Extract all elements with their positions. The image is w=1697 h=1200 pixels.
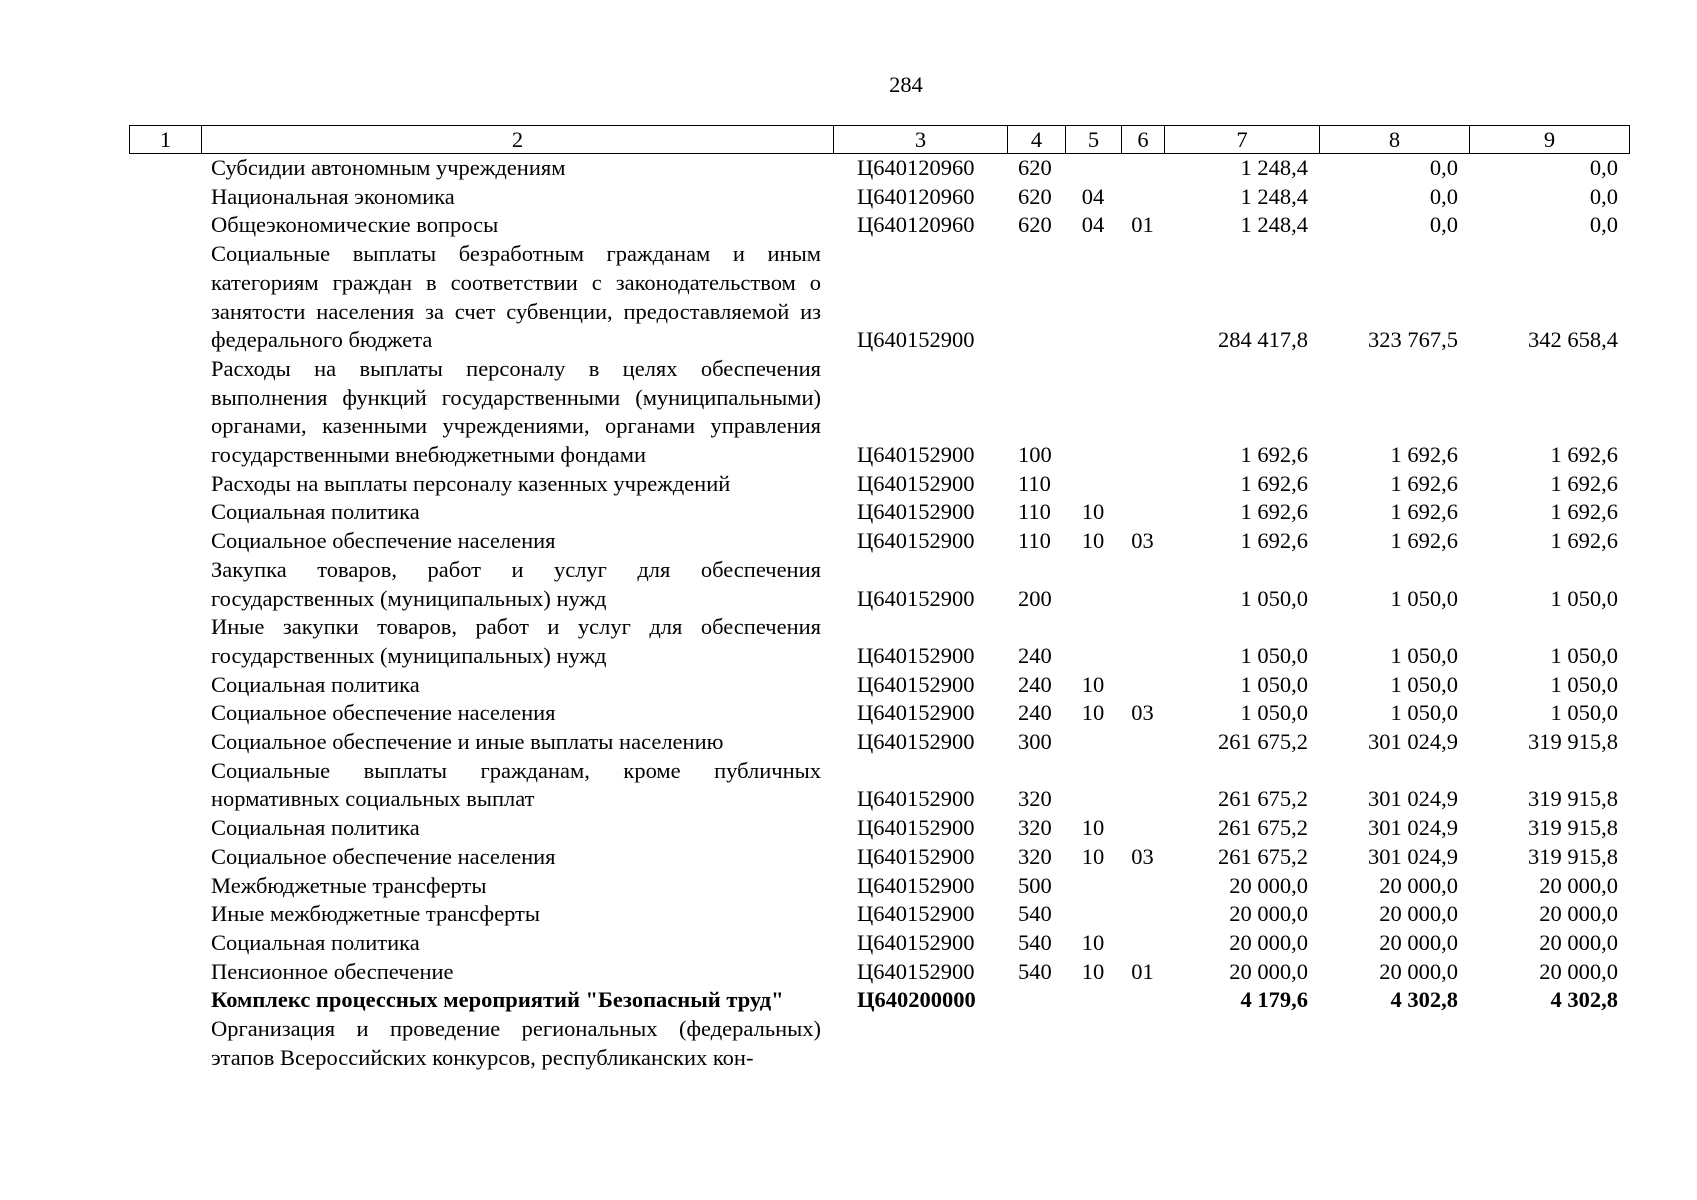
row-value-8: 301 024,9: [1368, 815, 1458, 841]
row-value-8: 0,0: [1429, 212, 1458, 238]
table-row: [129, 986, 1629, 1015]
row-col5: [1065, 872, 1121, 901]
table-row: [129, 527, 1629, 556]
header-col-8: 8: [1320, 126, 1470, 154]
row-name: Социальная политика: [211, 815, 420, 841]
row-col5: 10: [1081, 700, 1105, 726]
row-col4: 300: [1018, 729, 1052, 755]
row-value-7: 1 248,4: [1240, 155, 1308, 180]
row-name: Социальная политика: [211, 671, 420, 697]
row-value-9: 319 915,8: [1528, 815, 1618, 841]
row-col5: 10: [1081, 499, 1105, 525]
row-name: Социальные выплаты гражданам, кроме публичных нормативных социальных выплат: [211, 757, 821, 812]
row-value-7: 1 692,6: [1240, 528, 1308, 554]
table-row: [129, 814, 1629, 843]
row-col5: [1065, 470, 1121, 499]
row-col5: 04: [1081, 212, 1105, 238]
row-code: Ц640152900: [857, 843, 975, 869]
row-value-7: 1 050,0: [1240, 700, 1308, 726]
row-col6: [1121, 498, 1164, 527]
row-col5: [1065, 1015, 1121, 1072]
row-value-8: 301 024,9: [1368, 843, 1458, 869]
row-value-7: 261 675,2: [1218, 815, 1308, 841]
row-name: Социальная политика: [211, 929, 420, 955]
row-code: Ц640152900: [857, 470, 975, 496]
row-value-9: 1 692,6: [1550, 499, 1618, 525]
row-col4: 110: [1018, 528, 1051, 554]
row-value-9: 0,0: [1589, 183, 1618, 209]
row-value-7: 20 000,0: [1229, 958, 1308, 984]
row-col5: [1065, 240, 1121, 355]
row-col4: 240: [1018, 700, 1052, 726]
row-name: Закупка товаров, работ и услуг для обеспечения государственных (муниципальных) нужд: [211, 556, 821, 611]
page-number: 284: [889, 72, 923, 97]
row-code: Ц640152900: [857, 327, 975, 353]
row-col4: [1007, 240, 1065, 355]
row-code: Ц640152900: [857, 671, 975, 697]
row-code: Ц640152900: [857, 786, 975, 812]
row-col4: 500: [1018, 872, 1052, 898]
row-value-7: [1164, 1015, 1319, 1072]
header-col-3: 3: [834, 126, 1008, 154]
row-col5: 10: [1081, 958, 1105, 984]
row-col4: 620: [1018, 183, 1052, 209]
row-col6: [1121, 757, 1164, 814]
table-row: [129, 900, 1629, 929]
table-row: [129, 211, 1629, 240]
row-name: Социальная политика: [211, 499, 420, 525]
row-value-8: 1 050,0: [1390, 700, 1458, 726]
row-col4: 110: [1018, 470, 1051, 496]
table-row: [129, 843, 1629, 872]
row-col5: [1065, 613, 1121, 670]
row-code: Ц640152900: [857, 901, 975, 927]
row-value-7: 4 179,6: [1240, 987, 1308, 1013]
row-value-9: 20 000,0: [1539, 901, 1618, 927]
row-name: Межбюджетные трансферты: [211, 872, 487, 898]
table-row: [129, 556, 1629, 613]
row-col6: [1121, 814, 1164, 843]
row-value-9: 319 915,8: [1528, 843, 1618, 869]
row-col4: [1007, 1015, 1065, 1072]
table-row: [129, 958, 1629, 987]
row-col6: [1121, 1015, 1164, 1072]
row-value-8: 20 000,0: [1379, 929, 1458, 955]
row-name: Социальное обеспечение населения: [211, 843, 556, 869]
row-code: Ц640152900: [857, 499, 975, 525]
table-row: [129, 240, 1629, 355]
budget-table: [129, 154, 1629, 1073]
row-code: [833, 1015, 1007, 1072]
row-col5: 04: [1081, 183, 1105, 209]
row-name: Комплекс процессных мероприятий "Безопасный труд": [211, 987, 784, 1013]
row-value-9: [1469, 1015, 1629, 1072]
row-col6: 01: [1131, 212, 1154, 238]
row-col5: [1065, 900, 1121, 929]
row-value-7: 284 417,8: [1218, 327, 1308, 353]
row-col6: [1121, 872, 1164, 901]
row-col4: 110: [1018, 499, 1051, 525]
row-value-7: 20 000,0: [1229, 929, 1308, 955]
row-col5: [1065, 556, 1121, 613]
row-col6: [1121, 470, 1164, 499]
table-row: [129, 757, 1629, 814]
row-value-7: 20 000,0: [1229, 901, 1308, 927]
row-col6: [1121, 728, 1164, 757]
row-value-8: 1 692,6: [1390, 528, 1458, 554]
row-col4: 320: [1018, 843, 1052, 869]
row-col4: 620: [1018, 155, 1052, 180]
row-name: Социальное обеспечение населения: [211, 700, 556, 726]
table-row: [129, 183, 1629, 212]
row-value-9: 1 050,0: [1550, 700, 1618, 726]
header-col-1: 1: [130, 126, 202, 154]
row-value-9: 1 050,0: [1550, 642, 1618, 668]
row-value-8: [1319, 1015, 1469, 1072]
row-value-9: 1 692,6: [1550, 470, 1618, 496]
row-value-9: 0,0: [1589, 212, 1618, 238]
row-value-7: 20 000,0: [1229, 872, 1308, 898]
row-value-7: 1 692,6: [1240, 499, 1308, 525]
row-value-9: 1 050,0: [1550, 585, 1618, 611]
table-row: [129, 929, 1629, 958]
row-col4: 320: [1018, 815, 1052, 841]
row-value-7: 1 050,0: [1240, 642, 1308, 668]
header-col-9: 9: [1470, 126, 1630, 154]
row-col5: [1065, 986, 1121, 1015]
row-col6: [1121, 900, 1164, 929]
row-value-8: 1 050,0: [1390, 671, 1458, 697]
row-value-9: 319 915,8: [1528, 786, 1618, 812]
row-col5: [1065, 355, 1121, 470]
row-name: Социальные выплаты безработным гражданам и иным категориям граждан в соответствии с законодательством о занятости населения за счет субвенции, предоставляемой из федерального бюджета: [211, 241, 821, 353]
row-code: Ц640152900: [857, 585, 975, 611]
row-col6: [1121, 671, 1164, 700]
row-col4: 100: [1018, 442, 1052, 468]
row-col6: [1121, 240, 1164, 355]
row-col4: 200: [1018, 585, 1052, 611]
row-value-7: 1 050,0: [1240, 585, 1308, 611]
row-col5: 10: [1081, 815, 1105, 841]
row-value-7: 1 248,4: [1240, 212, 1308, 238]
header-col-6: 6: [1122, 126, 1165, 154]
row-col6: [1121, 986, 1164, 1015]
row-name: Социальное обеспечение населения: [211, 528, 556, 554]
row-col4: 240: [1018, 671, 1052, 697]
row-name: Национальная экономика: [211, 183, 455, 209]
row-col4: 240: [1018, 642, 1052, 668]
row-name: Субсидии автономным учреждениям: [211, 155, 566, 180]
table-row: [129, 872, 1629, 901]
row-value-9: 20 000,0: [1539, 958, 1618, 984]
row-value-8: 1 692,6: [1390, 442, 1458, 468]
row-name: Общеэкономические вопросы: [211, 212, 499, 238]
table-row: [129, 1015, 1629, 1072]
row-name: Иные закупки товаров, работ и услуг для обеспечения государственных (муниципальных) нужд: [211, 614, 821, 668]
row-value-7: 1 050,0: [1240, 671, 1308, 697]
row-col5: 10: [1081, 528, 1105, 554]
row-code: Ц640152900: [857, 700, 975, 726]
row-name: Иные межбюджетные трансферты: [211, 901, 541, 927]
row-col6: 01: [1131, 958, 1154, 984]
row-col6: [1121, 154, 1164, 183]
row-value-8: 1 050,0: [1390, 585, 1458, 611]
row-col4: 540: [1018, 901, 1052, 927]
row-value-7: 1 692,6: [1240, 442, 1308, 468]
row-value-8: 4 302,8: [1390, 987, 1458, 1013]
row-col5: 10: [1081, 843, 1105, 869]
row-value-8: 0,0: [1429, 155, 1458, 180]
table-row: [129, 470, 1629, 499]
table-row: [129, 671, 1629, 700]
row-value-9: 1 692,6: [1550, 528, 1618, 554]
row-col4: 540: [1018, 958, 1052, 984]
row-name: Пенсионное обеспечение: [211, 958, 454, 984]
row-code: Ц640200000: [857, 987, 976, 1013]
row-value-8: 20 000,0: [1379, 958, 1458, 984]
table-header: [129, 125, 1630, 154]
table-row: [129, 355, 1629, 470]
row-col5: [1065, 757, 1121, 814]
row-value-7: 261 675,2: [1218, 786, 1308, 812]
row-value-8: 20 000,0: [1379, 872, 1458, 898]
row-name: Расходы на выплаты персоналу казенных учреждений: [211, 470, 731, 496]
row-code: Ц640152900: [857, 958, 975, 984]
row-value-7: 1 692,6: [1240, 470, 1308, 496]
row-name: Расходы на выплаты персоналу в целях обеспечения выполнения функций государственными (муниципальными) органами, казенными учреждениями, органами управления государственными внебюджетными фондами: [211, 355, 821, 468]
row-code: Ц640152900: [857, 642, 975, 668]
row-col6: [1121, 613, 1164, 670]
row-code: Ц640152900: [857, 929, 975, 955]
row-code: Ц640152900: [857, 442, 975, 468]
row-value-7: 261 675,2: [1218, 843, 1308, 869]
row-col6: 03: [1131, 528, 1154, 554]
row-col5: [1065, 154, 1121, 183]
row-value-9: 319 915,8: [1528, 729, 1618, 755]
table-row: [129, 154, 1629, 183]
table-row: [129, 699, 1629, 728]
row-value-8: 1 050,0: [1390, 642, 1458, 668]
row-code: Ц640152900: [857, 872, 975, 898]
row-value-8: 20 000,0: [1379, 901, 1458, 927]
row-value-9: 1 050,0: [1550, 671, 1618, 697]
row-col4: 320: [1018, 786, 1052, 812]
row-value-8: 301 024,9: [1368, 729, 1458, 755]
header-col-2: 2: [202, 126, 834, 154]
row-code: Ц640120960: [857, 212, 975, 238]
table-row: [129, 498, 1629, 527]
row-col6: [1121, 355, 1164, 470]
row-col6: [1121, 183, 1164, 212]
row-value-9: 20 000,0: [1539, 872, 1618, 898]
row-value-7: 261 675,2: [1218, 729, 1308, 755]
row-col6: 03: [1131, 700, 1154, 726]
table-row: [129, 728, 1629, 757]
row-col5: 10: [1081, 929, 1105, 955]
row-value-9: 20 000,0: [1539, 929, 1618, 955]
row-col6: [1121, 929, 1164, 958]
row-value-8: 301 024,9: [1368, 786, 1458, 812]
row-col4: [1007, 986, 1065, 1015]
row-value-9: 1 692,6: [1550, 442, 1618, 468]
row-col5: 10: [1081, 671, 1105, 697]
row-code: Ц640152900: [857, 528, 975, 554]
row-value-9: 0,0: [1589, 155, 1618, 180]
row-value-9: 342 658,4: [1528, 327, 1618, 353]
row-value-7: 1 248,4: [1240, 183, 1308, 209]
table-row: [129, 613, 1629, 670]
row-value-8: 1 692,6: [1390, 470, 1458, 496]
row-col4: 540: [1018, 929, 1052, 955]
row-name: Социальное обеспечение и иные выплаты населению: [211, 729, 724, 755]
row-col6: 03: [1131, 843, 1154, 869]
row-col4: 620: [1018, 212, 1052, 238]
row-value-9: 4 302,8: [1550, 987, 1618, 1013]
header-col-7: 7: [1165, 126, 1320, 154]
row-col5: [1065, 728, 1121, 757]
header-col-5: 5: [1066, 126, 1122, 154]
row-code: Ц640120960: [857, 183, 975, 209]
row-value-8: 1 692,6: [1390, 499, 1458, 525]
row-value-8: 0,0: [1429, 183, 1458, 209]
row-name: Организация и проведение региональных (федеральных) этапов Всероссийских конкурсов, республиканских кон-: [211, 1016, 821, 1070]
row-code: Ц640120960: [857, 155, 975, 180]
header-col-4: 4: [1008, 126, 1066, 154]
row-col6: [1121, 556, 1164, 613]
row-code: Ц640152900: [857, 815, 975, 841]
row-code: Ц640152900: [857, 729, 975, 755]
row-value-8: 323 767,5: [1368, 327, 1458, 353]
